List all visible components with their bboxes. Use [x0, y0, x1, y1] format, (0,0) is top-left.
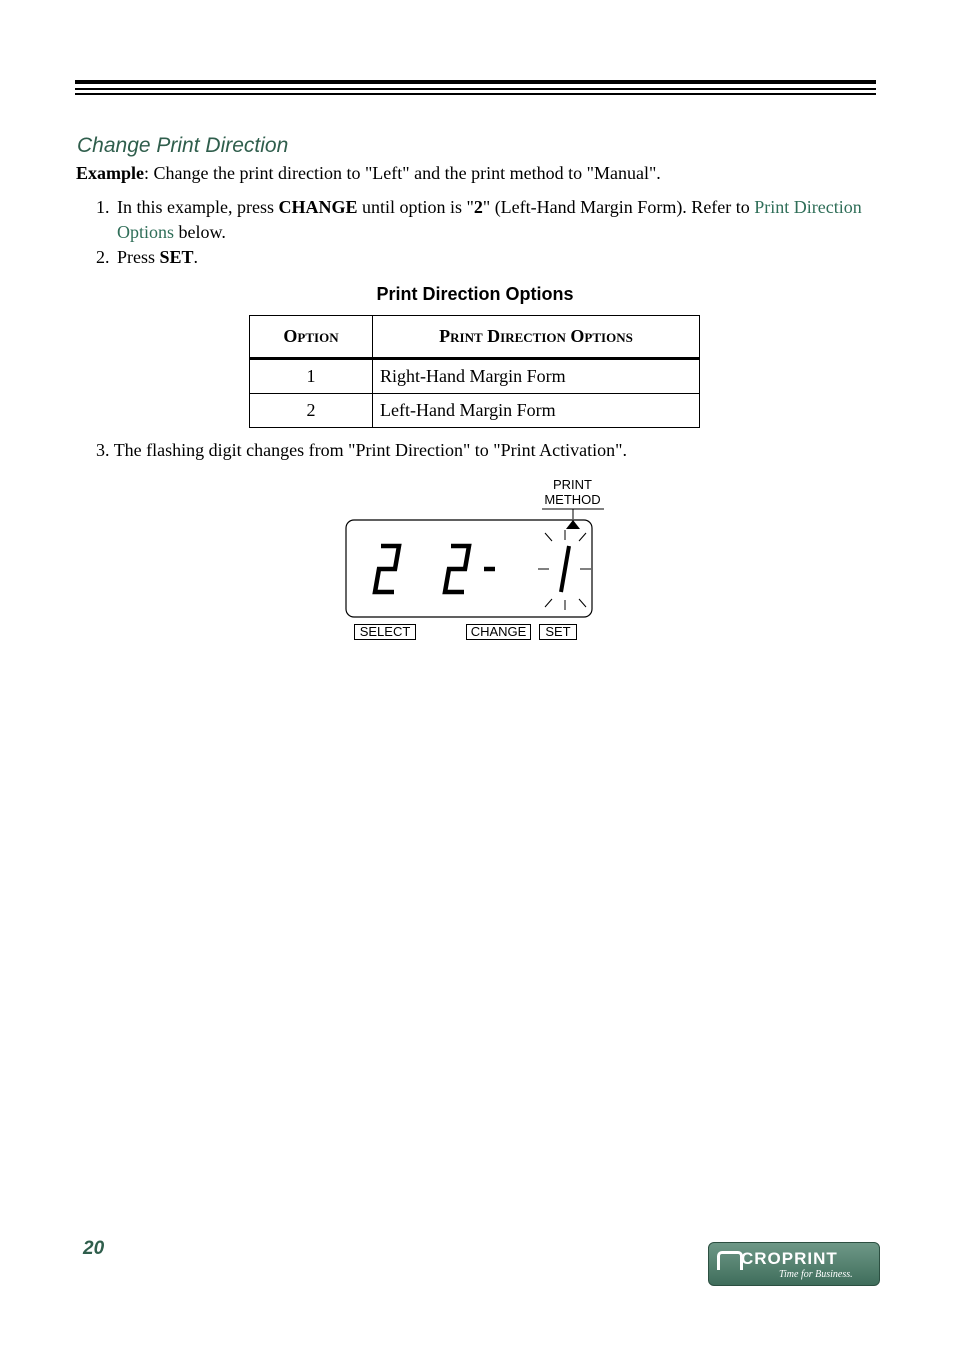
lcd-display-svg — [330, 470, 620, 650]
header-print-direction-options: Print Direction Options — [373, 316, 700, 359]
description-cell: Right-Hand Margin Form — [373, 359, 700, 394]
print-method-label: PRINT METHOD — [544, 477, 601, 507]
steps-list — [96, 195, 876, 270]
example-paragraph — [76, 163, 661, 184]
change-button[interactable]: CHANGE — [466, 624, 531, 640]
acroprint-logo — [708, 1242, 880, 1286]
option-cell: 2 — [250, 394, 373, 428]
lcd-digit-1 — [561, 546, 569, 592]
lcd-digit-2 — [375, 546, 399, 592]
acroprint-a-icon — [717, 1251, 743, 1270]
table-row — [250, 394, 700, 428]
step-3-text: The flashing digit changes from "Print Direction" to "Print Activation". — [113, 440, 627, 460]
section-title: Change Print Direction — [77, 134, 289, 157]
step-number: 3. — [96, 440, 110, 460]
lcd-digit-2 — [445, 546, 469, 592]
step-3 — [96, 440, 627, 461]
print-direction-options-link[interactable]: Print Direction Options — [117, 197, 862, 242]
table-row — [250, 359, 700, 394]
option-cell: 1 — [250, 359, 373, 394]
example-text: : Change the print direction to "Left" and the print method to "Manual". — [144, 163, 661, 183]
table-header-row — [250, 316, 700, 359]
description-cell: Left-Hand Margin Form — [373, 394, 700, 428]
print-direction-options-table — [249, 315, 700, 428]
indicator-arrow-icon — [566, 520, 580, 529]
header-rule — [75, 80, 876, 95]
change-keyword: CHANGE — [278, 197, 358, 217]
example-label: Example — [76, 163, 145, 183]
page-number: 20 — [83, 1238, 105, 1259]
step-number: 1. — [96, 197, 110, 217]
set-keyword: SET — [159, 247, 194, 267]
set-button[interactable]: SET — [539, 624, 577, 640]
table-caption: Print Direction Options — [376, 284, 574, 304]
logo-name: CROPRINT — [741, 1249, 838, 1268]
select-button[interactable]: SELECT — [354, 624, 416, 640]
step-2: 2. Press SET. — [96, 245, 876, 270]
step-1: 1. In this example, press CHANGE until option is "2" (Left-Hand Margin Form). Refer to Print Direction Options below. — [96, 195, 876, 245]
header-option: Option — [250, 316, 373, 359]
option-value: 2 — [473, 197, 483, 217]
logo-tagline: Time for Business. — [779, 1269, 853, 1280]
lcd-display-diagram — [330, 470, 620, 650]
step-number: 2. — [96, 247, 110, 267]
